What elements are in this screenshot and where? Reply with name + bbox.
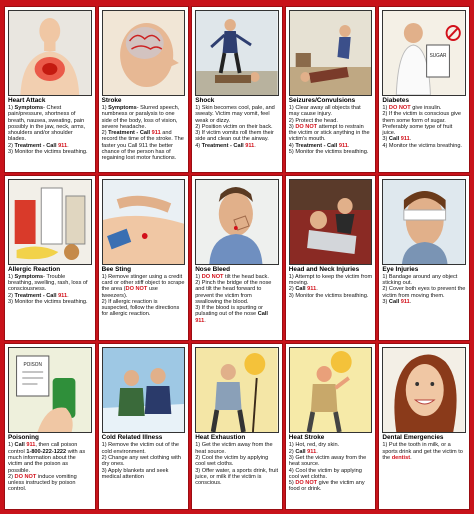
card-allergic-reaction [4,175,96,342]
card-heart-attack [4,6,96,173]
card-line: 3) Monitor the victims breathing. [8,298,88,305]
card-line: 1) Bandage around any object sticking out. [382,273,458,286]
card-title: Heat Exhaustion [195,434,246,442]
card-title: Bee Sting [101,265,132,273]
card-line: 1) Get the victim away from the heat source. [195,442,273,455]
card-line: 2) Call 911. [288,448,318,455]
card-title: Dental Emergencies [382,434,444,442]
card-line: 2) DO NOT induce vomiting unless instructed by poison control. [8,473,77,493]
card-line: 2) If the victim is conscious give them some form of sugar. Preferably some type of fruit juice. [382,111,462,137]
card-title: Seizures/Convulsions [288,97,356,104]
head-neck-injury-icon [289,179,373,265]
card-line: 3) Call 911. [382,136,412,143]
card-line: 1) DO NOT tilt the head back. [195,273,269,280]
card-line: 2) Position victim on their back. [195,123,273,130]
card-line: 1) Call 911, then call poison control 1-800-222-1222 with as much information about the victim and the poison as possible. [8,442,86,474]
card-line: 1) Put the tooth in milk, or a sports drink and get the victim to the dentist. [382,442,463,461]
card-eye-injuries [378,175,470,342]
card-title: Stroke [101,97,122,104]
card-line: 3) Monitor the victims breathing. [8,149,88,156]
allergen-foods-icon [8,179,92,265]
card-line: 5) Monitor the victims breathing. [288,149,369,156]
card-line: 3) Call 911. [382,298,412,305]
card-line: 3) Apply blankets and seek medical attention [101,467,169,480]
card-cold-illness [98,343,190,510]
nose-bleed-icon [195,179,279,265]
poison-label: POISON [23,363,42,369]
card-line: 5) DO NOT give the victim any food or drink. [288,480,365,493]
card-stroke [98,6,190,173]
card-line: 2) Call 911. [288,286,318,293]
card-title: Allergic Reaction [8,265,61,273]
card-title: Heart Attack [8,97,46,104]
card-line: 1) Remove stinger using a credit card or other stiff object to scrape the area (DO NOT use tweezers). [101,273,185,299]
card-line: 2) Treatment - Call 911. [8,292,69,299]
card-nose-bleed [191,175,283,342]
seizure-icon [289,10,373,96]
card-bee-sting [98,175,190,342]
card-line: 1) Attempt to keep the victim from moving. [288,273,373,286]
card-line: 3) Get the victim away from the heat source. [288,454,367,468]
card-line: 1) Hot, red, dry skin. [288,442,340,449]
card-line: 2) Protect the head. [288,117,338,124]
card-title: Head and Neck Injuries [288,265,360,273]
card-heat-exhaustion [191,343,283,510]
card-seizures [285,6,377,173]
card-title: Shock [195,97,215,104]
smiling-face-icon [382,347,466,433]
heat-exhaustion-icon [195,347,279,433]
eye-bandage-icon [382,179,466,265]
card-line: 3) Offer water, a sports drink, fruit juice, or milk if the victim is conscious. [195,467,279,487]
card-line: 3) If the blood is spurting or pulsating out of the nose Call 911. [195,305,268,324]
card-diabetes [378,6,470,173]
card-line: 1) Remove the victim out of the cold environment. [101,442,180,455]
card-title: Eye Injuries [382,265,419,273]
card-title: Diabetes [382,97,410,104]
card-line: 1) Clear away all objects that may cause injury. [288,105,361,118]
heart-attack-icon [8,10,92,96]
poison-icon [8,347,92,433]
card-line: 4) Treatment - Call 911. [288,142,350,149]
card-line: 2) Treatment - Call 911. [8,142,69,149]
card-line: 2) Pinch the bridge of the nose and tilt the head forward to prevent the victim from swallowing the blood. [195,279,272,305]
card-title: Poisoning [8,434,39,442]
card-line: 3) If victim vomits roll them their side and clean out the airway. [195,130,274,143]
card-line: 3) Monitor the victims breathing. [288,292,369,299]
card-title: Cold Related Illness [101,434,163,442]
card-shock [191,6,283,173]
card-line: 2) If allergic reaction is suspected, follow the directions for allergic reaction. [101,298,180,318]
heat-stroke-icon [289,347,373,433]
card-dental-emergencies [378,343,470,510]
sugar-icon [382,10,466,96]
card-line: 1) Symptoms- Slurred speech, numbness or paralysis to one side of the body, loss of vision, severe headache. [101,105,180,130]
card-line: 4) Monitor the victims breathing. [382,142,462,149]
card-line: 1) DO NOT give insulin. [382,105,442,111]
card-line: 2) Cool the victim by applying cool wet cloths. [195,454,269,468]
brain-icon [102,10,186,96]
card-line: 2) Treatment - Call 911 and record the time of the stroke. The faster you Call 911 the better chance of the person has of regaining lost motor functions. [101,130,184,162]
bee-sting-icon [102,179,186,265]
card-line: 2) Cover both eyes to prevent the victim from moving them. [382,286,466,299]
card-line: 1) Symptoms- Chest pain/pressure, shortness of breath, nausea, sweating, pain possibly in the jaw, neck, arms, shoulders and/or shoulder blades. [8,105,86,143]
card-poisoning [4,343,96,510]
card-title: Nose Bleed [195,265,230,273]
sugar-bag-label: SUGAR [430,53,447,60]
collapsed-person-icon [195,10,279,96]
cold-illness-icon [102,347,186,433]
card-heat-stroke [285,343,377,510]
card-line: 2) Change any wet clothing with dry ones. [101,454,181,468]
card-line: 4) Treatment - Call 911. [195,142,256,149]
card-title: Heat Stroke [288,434,325,442]
card-line: 4) Cool the victim by applying cool wet cloths. [288,467,362,480]
card-grid [4,6,470,510]
card-line: 3) DO NOT attempt to restrain the victim or stick anything in the victim's mouth. [288,123,370,143]
card-line: 1) Skin becomes cool, pale, and sweaty. Victim may vomit, feel weak or dizzy. [195,105,275,124]
card-line: 1) Symptoms- Trouble breathing, swelling, rash, loss of consciousness. [8,273,88,293]
card-head-neck-injuries [285,175,377,342]
